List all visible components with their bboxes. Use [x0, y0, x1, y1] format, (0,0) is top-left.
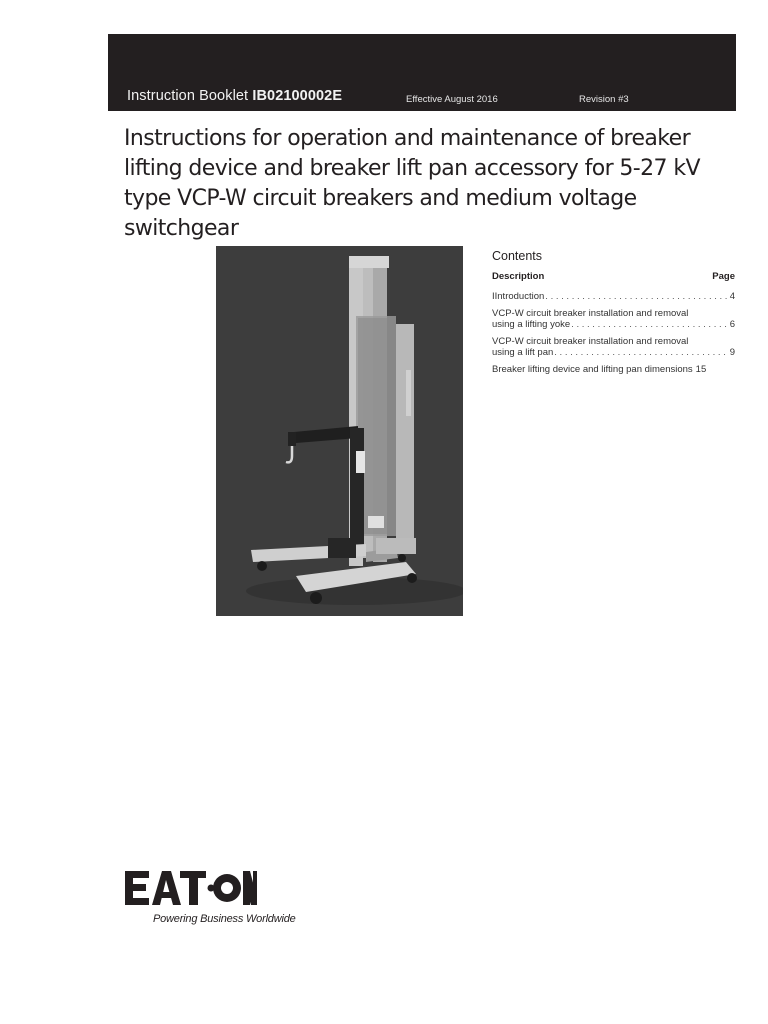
toc-entry[interactable] — [492, 308, 735, 331]
toc-entry-title-line2: using a lifting yoke — [492, 319, 571, 330]
toc-entry-page: 4 — [729, 291, 735, 302]
toc-entry-title: IIntroduction — [492, 291, 545, 302]
toc-entry-title-line1: VCP-W circuit breaker installation and removal — [492, 307, 689, 319]
revision-number: Revision #3 — [579, 94, 629, 105]
header-bar — [108, 34, 736, 111]
toc-entry-title: Breaker lifting device and lifting pan dimensions — [492, 363, 693, 375]
toc-entry[interactable] — [492, 291, 735, 303]
toc-leader — [554, 347, 728, 359]
description-column-header: Description — [492, 271, 545, 282]
booklet-label-text: Instruction Booklet — [127, 88, 249, 104]
document-title: Instructions for operation and maintenance of breaker lifting device and breaker lift pan accessory for 5-27 kV type VCP-W circuit breakers and medium voltage switchgear — [124, 126, 700, 241]
eaton-wordmark-icon — [125, 868, 257, 908]
page-column-header: Page — [712, 271, 735, 282]
toc-entry-page: 9 — [729, 347, 735, 358]
table-of-contents — [492, 249, 735, 380]
toc-entry-page: 6 — [729, 319, 735, 330]
effective-date: Effective August 2016 — [406, 94, 498, 105]
toc-entry[interactable] — [492, 336, 735, 359]
toc-entry[interactable] — [492, 364, 735, 376]
toc-entry-page: 15 — [695, 363, 707, 375]
logo-tagline: Powering Business Worldwide — [153, 913, 296, 925]
toc-entry-title-line1: VCP-W circuit breaker installation and removal — [492, 335, 689, 347]
toc-entry-title-line2: using a lift pan — [492, 347, 554, 358]
booklet-label — [127, 88, 342, 104]
contents-heading: Contents — [492, 249, 543, 263]
booklet-number: IB02100002E — [252, 88, 343, 104]
toc-leader — [545, 291, 728, 303]
contents-column-headers — [492, 271, 735, 282]
toc-leader — [571, 319, 729, 331]
eaton-logo — [125, 868, 296, 925]
breaker-lifting-device-photo — [216, 246, 463, 616]
